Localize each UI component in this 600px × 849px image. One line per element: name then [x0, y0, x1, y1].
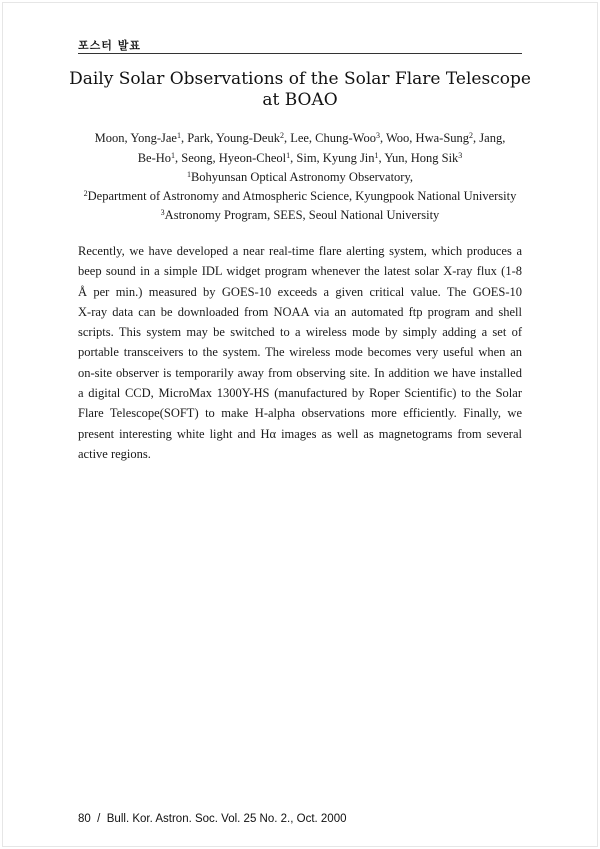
affiliation-text: Department of Astronomy and Atmospheric Science, Kyungpook National University: [87, 189, 517, 203]
affiliation-marker: 1: [176, 131, 181, 140]
affiliation-marker: 1: [286, 151, 291, 160]
page-footer: 80 / Bull. Kor. Astron. Soc. Vol. 25 No. 2., Oct. 2000: [78, 813, 347, 825]
abstract-line: portable transceivers to the system. The wireless mode becomes very useful when an: [78, 345, 522, 360]
abstract-line: active regions.: [78, 446, 151, 461]
affiliation-marker: 1: [171, 151, 176, 160]
affiliation-text: Bohyunsan Optical Astronomy Observatory,: [190, 170, 414, 184]
author-name: , Lee, Chung-Woo: [283, 131, 376, 145]
abstract-line: a digital CCD, MicroMax 1300Y-HS (manufactured by Roper Scientific) to the Solar: [78, 386, 522, 401]
header-rule: [78, 53, 522, 54]
affiliation-marker: 3: [458, 151, 463, 160]
abstract: [78, 241, 522, 464]
affiliation-marker: 1: [374, 151, 379, 160]
affiliation-marker: 2: [469, 131, 474, 140]
affiliation-line: [60, 206, 540, 225]
paper-title: [60, 69, 540, 111]
abstract-line: Recently, we have developed a near real-time flare alerting system, which produces a: [78, 244, 522, 258]
author-name: , Jang,: [473, 131, 506, 145]
abstract-line: Å per min.) measured by GOES-10 exceeds a given critical value. The GOES-10: [78, 284, 522, 299]
affiliation-marker: 3: [160, 208, 165, 217]
author-name: Moon, Yong-Jae: [94, 131, 177, 145]
abstract-line: on-site observer is temporarily away from observing site. In addition we have installed: [78, 365, 522, 380]
abstract-line: present interesting white light and Hα images as well as magnetograms from several: [78, 426, 522, 441]
author-block: [60, 128, 540, 225]
affiliation-marker: 1: [186, 170, 191, 179]
abstract-line: scripts. This system may be switched to a wireless mode by simply adding a set of: [78, 325, 522, 340]
abstract-line: X-ray data can be downloaded from NOAA via an automated ftp program and shell: [78, 304, 522, 319]
title-line: at BOAO: [262, 90, 338, 110]
author-line: [60, 128, 540, 148]
affiliation-text: Astronomy Program, SEES, Seoul National University: [164, 208, 440, 222]
author-line: [60, 148, 540, 168]
affiliation-marker: 2: [279, 131, 284, 140]
author-name: , Park, Young-Deuk: [180, 131, 280, 145]
abstract-line: beep sound in a simple IDL widget program whenever the latest solar X-ray flux (1-8: [78, 264, 522, 279]
author-name: Be-Ho: [137, 151, 172, 165]
affiliation-marker: 3: [375, 131, 380, 140]
section-label: 포스터 발표: [78, 39, 141, 52]
affiliation-line: [60, 168, 540, 187]
author-name: , Seong, Hyeon-Cheol: [175, 151, 287, 165]
author-name: , Sim, Kyung Jin: [290, 151, 375, 165]
abstract-line: Flare Telescope(SOFT) to make H-alpha observations more efficiently. Finally, we: [78, 406, 522, 421]
author-name: , Yun, Hong Sik: [378, 151, 459, 165]
author-name: , Woo, Hwa-Sung: [379, 131, 470, 145]
affiliation-marker: 2: [83, 189, 88, 198]
affiliation-line: [60, 187, 540, 206]
title-line: Daily Solar Observations of the Solar Flare Telescope: [69, 69, 531, 89]
